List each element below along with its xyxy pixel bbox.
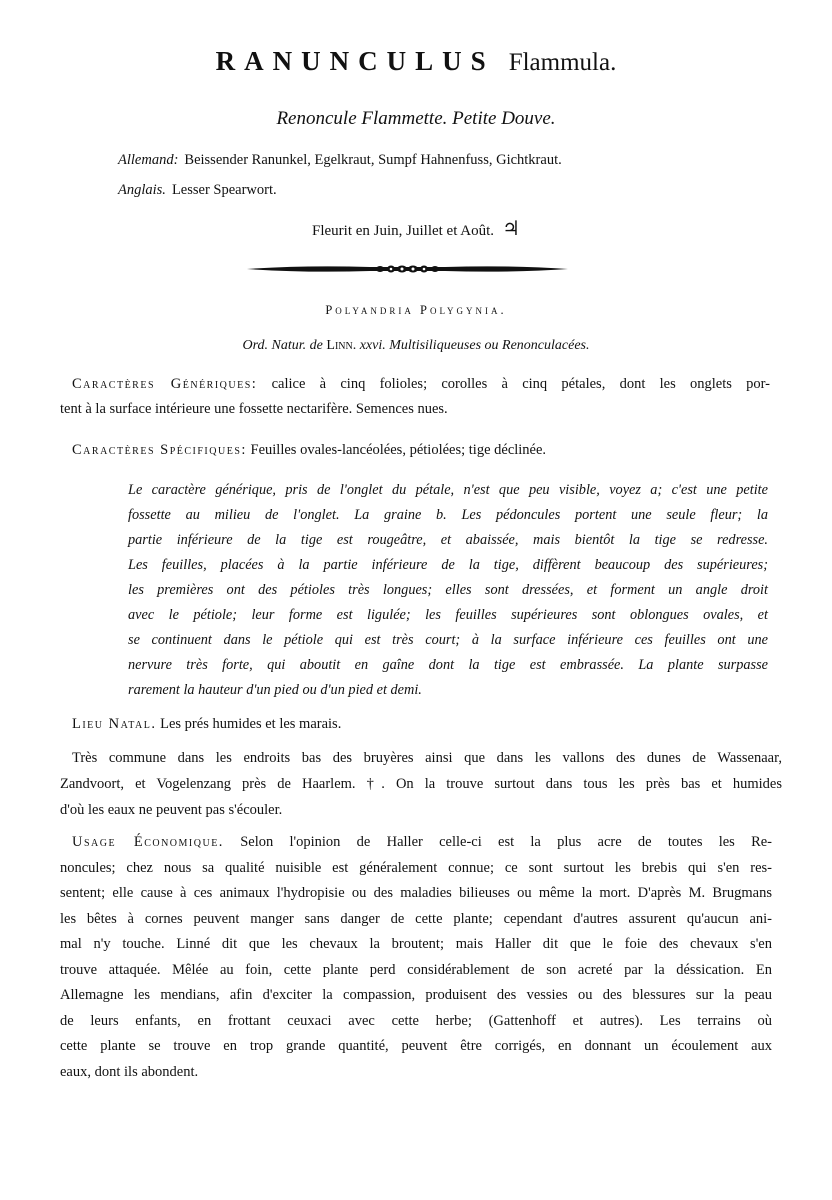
text-line: trouve attaquée. Mêlée au foin, cette plante perd considérablement de son acreté par la déssication. En [60, 961, 772, 978]
text-line: d'où les eaux ne peuvent pas s'écouler. [60, 802, 283, 818]
description-line: fossette au milieu de l'onglet. La graine b. Les pédoncules portent une seule fleur; la [128, 507, 768, 523]
specific-characters [72, 438, 772, 463]
genus-name: RANUNCULUS [215, 46, 495, 76]
description-line: avec le pétiole; leur forme est ligulée; les feuilles supérieures sont oblongues ovales, et [128, 607, 768, 623]
text-line: Allemagne les mendians, afin d'exciter la compassion, produisent des vessies ou des blessures sur la peau [60, 987, 772, 1003]
french-common-names: Renoncule Flammette. Petite Douve. [276, 108, 556, 129]
habitat-details [60, 745, 782, 823]
text-line: Usage Économique. Selon l'opinion de Haller celle-ci est la plus acre de toutes les Re- [72, 834, 773, 850]
specific-text: Feuilles ovales-lancéolées, pétiolées; tige déclinée. [250, 442, 547, 458]
vernacular-english [118, 182, 277, 199]
ornamental-rule [245, 262, 570, 276]
flowering-period [0, 216, 832, 241]
habitat-text: Les prés humides et les marais. [160, 716, 342, 732]
order-suffix: xxvi. Multisiliqueuses ou Renonculacées. [359, 338, 590, 353]
text-line: eaux, dont ils abondent. [60, 1063, 199, 1080]
text-line: de leurs enfants, en frottant ceuxaci avec cette herbe; (Gattenhoff et autres). Les terrains où [60, 1012, 772, 1029]
description-line: se continuent dans le pétiole qui est très court; à la surface inférieure ces feuilles ont une [128, 632, 768, 648]
habitat-label: Lieu Natal. [72, 716, 157, 732]
vernacular-lang: Anglais. [118, 182, 166, 198]
habitat-heading [72, 712, 772, 737]
specific-label: Caractères Spécifiques: [72, 442, 247, 458]
economic-usage [60, 830, 772, 1085]
flowering-text: Fleurit en Juin, Juillet et Août. [311, 223, 495, 239]
linnaeus-name: Linn. [326, 338, 357, 353]
vernacular-names: Beissender Ranunkel, Egelkraut, Sumpf Hahnenfuss, Gichtkraut. [184, 152, 562, 168]
description-line: Les feuilles, placées à la partie inférieure de la tige, diffèrent beaucoup des supérieures; [128, 557, 768, 573]
text-line: Caractères Génériques: calice à cinq folioles; corolles à cinq pétales, dont les onglets por- [72, 376, 770, 392]
page-title [0, 46, 832, 77]
perennial-symbol: ♃ [502, 218, 520, 240]
text-line: noncules; chez nous sa qualité nuisible est généralement connue; ce sont surtout les brebis qui s'en res- [60, 859, 772, 876]
description-line: les premières ont des pétioles très longues; elles sont dressées, et forment un angle droit [128, 582, 768, 598]
usage-label: Usage Économique. [72, 834, 224, 850]
linnaean-class: Polyandria Polygynia. [325, 303, 507, 317]
natural-order [0, 338, 832, 354]
text-line: Très commune dans les endroits bas des bruyères ainsi que dans les vallons des dunes de Wassenaar, [72, 750, 782, 766]
text-line: sentent; elle cause à ces animaux l'hydropisie ou des maladies bilieuses ou même la mort. D'après M. Brugmans [60, 885, 772, 901]
generic-label: Caractères Génériques: [72, 376, 258, 392]
text-line: les bêtes à cornes peuvent manger sans danger de cette plante; cependant d'autres assurent qu'aucun ani- [60, 910, 772, 927]
text-line: cette plante se trouve en trop grande quantité, peuvent être corrigés, en donnant un écoulement aux [60, 1038, 772, 1054]
text-line: tent à la surface intérieure une fossette nectarifère. Semences nues. [60, 401, 448, 417]
text-line: Zandvoort, et Vogelenzang près de Haarlem. †. On la trouve surtout dans tous les près bas et humides [60, 776, 782, 792]
description-line: nervure très forte, qui aboutit en gaîne dont la tige est embrassée. La plante surpasse [128, 657, 768, 673]
vernacular-names: Lesser Spearwort. [171, 182, 277, 198]
description [128, 478, 768, 703]
generic-characters [60, 372, 770, 422]
order-prefix: Ord. Natur. de [242, 338, 323, 353]
description-line: partie inférieure de la tige est rougeâtre, et abaissée, mais bientôt la tige se redresse. [128, 532, 768, 548]
vernacular-german [118, 152, 562, 169]
description-line: Le caractère générique, pris de l'onglet du pétale, n'est que peu visible, voyez a; c'est une petite [128, 482, 768, 498]
text-line: mal n'y touche. Linné dit que les chevaux la broutent; mais Haller dit que le foie des chevaux s'en [60, 936, 772, 952]
vernacular-lang: Allemand: [118, 152, 179, 168]
description-line: rarement la hauteur d'un pied ou d'un pied et demi. [128, 682, 422, 698]
species-name: Flammula. [508, 49, 617, 76]
